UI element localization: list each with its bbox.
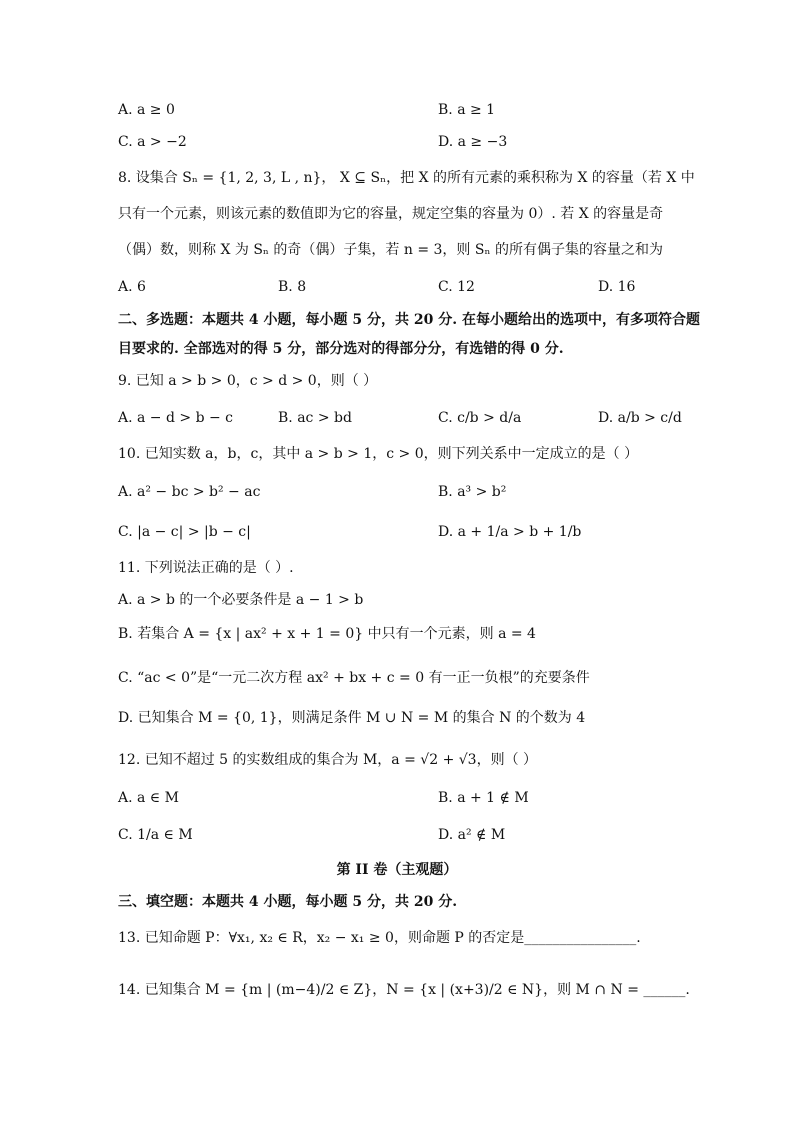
q7-option-d: D. a ≥ −3: [438, 134, 508, 150]
q10-option-d: D. a + 1/a > b + 1/b: [438, 524, 582, 540]
q9-option-c: C. c/b > d/a: [438, 410, 522, 426]
q8-stem-line2: 只有一个元素，则该元素的数值即为它的容量，规定空集的容量为 0）. 若 X 的容量是奇: [118, 206, 664, 222]
q14-stem: 14. 已知集合 M = {m | (m−4)/2 ∈ Z}，N = {x | (x+3)/2 ∈ N}，则 M ∩ N = ______.: [118, 982, 690, 998]
q10-option-c: C. |a − c| > |b − c|: [118, 524, 251, 540]
section3-header: 三、填空题：本题共 4 小题，每小题 5 分，共 20 分.: [118, 894, 458, 910]
q8-option-c: C. 12: [438, 279, 475, 295]
q10-stem: 10. 已知实数 a，b，c，其中 a > b > 1，c > 0，则下列关系中一定成立的是（ ）: [118, 446, 639, 462]
q11-stem: 11. 下列说法正确的是（ ）.: [118, 560, 294, 576]
q8-option-a: A. 6: [118, 279, 146, 295]
q8-stem-line1: 8. 设集合 Sₙ = {1, 2, 3, L , n}， X ⊆ Sₙ，把 X 的所有元素的乘积称为 X 的容量（若 X 中: [118, 170, 695, 186]
q8-option-d: D. 16: [598, 279, 636, 295]
q9-option-d: D. a/b > c/d: [598, 410, 682, 426]
q8-option-b: B. 8: [278, 279, 307, 295]
q11-option-a: A. a > b 的一个必要条件是 a − 1 > b: [118, 592, 364, 608]
q7-option-a: A. a ≥ 0: [118, 102, 175, 118]
q9-option-b: B. ac > bd: [278, 410, 352, 426]
part2-title: 第 II 卷（主观题）: [336, 862, 458, 878]
q11-option-c: C. “ac < 0”是“一元二次方程 ax² + bx + c = 0 有一正一负根”的充要条件: [118, 670, 590, 686]
section2-header-line2: 目要求的. 全部选对的得 5 分，部分选对的得部分分，有选错的得 0 分.: [118, 341, 564, 357]
q12-option-a: A. a ∈ M: [118, 790, 179, 806]
q13-stem: 13. 已知命题 P：∀x₁, x₂ ∈ R，x₂ − x₁ ≥ 0，则命题 P 的否定是________________.: [118, 930, 641, 946]
q9-stem: 9. 已知 a > b > 0，c > d > 0，则（ ）: [118, 373, 378, 389]
q12-stem: 12. 已知不超过 5 的实数组成的集合为 M，a = √2 + √3，则（ ）: [118, 752, 538, 768]
q7-option-c: C. a > −2: [118, 134, 187, 150]
q11-option-b: B. 若集合 A = {x | ax² + x + 1 = 0} 中只有一个元素，则 a = 4: [118, 626, 536, 642]
q12-option-b: B. a + 1 ∉ M: [438, 790, 529, 806]
q10-option-b: B. a³ > b²: [438, 484, 507, 500]
q8-stem-line3: （偶）数，则称 X 为 Sₙ 的奇（偶）子集，若 n = 3，则 Sₙ 的所有偶子集的容量之和为: [118, 242, 663, 258]
q11-option-d: D. 已知集合 M = {0, 1}，则满足条件 M ∪ N = M 的集合 N 的个数为 4: [118, 710, 586, 726]
q12-option-c: C. 1/a ∈ M: [118, 827, 193, 843]
q12-option-d: D. a² ∉ M: [438, 827, 506, 843]
q7-option-b: B. a ≥ 1: [438, 102, 496, 118]
section2-header-line1: 二、多选题：本题共 4 小题，每小题 5 分，共 20 分. 在每小题给出的选项中，有多项符合题: [118, 312, 700, 328]
q10-option-a: A. a² − bc > b² − ac: [118, 484, 261, 500]
q9-option-a: A. a − d > b − c: [118, 410, 234, 426]
